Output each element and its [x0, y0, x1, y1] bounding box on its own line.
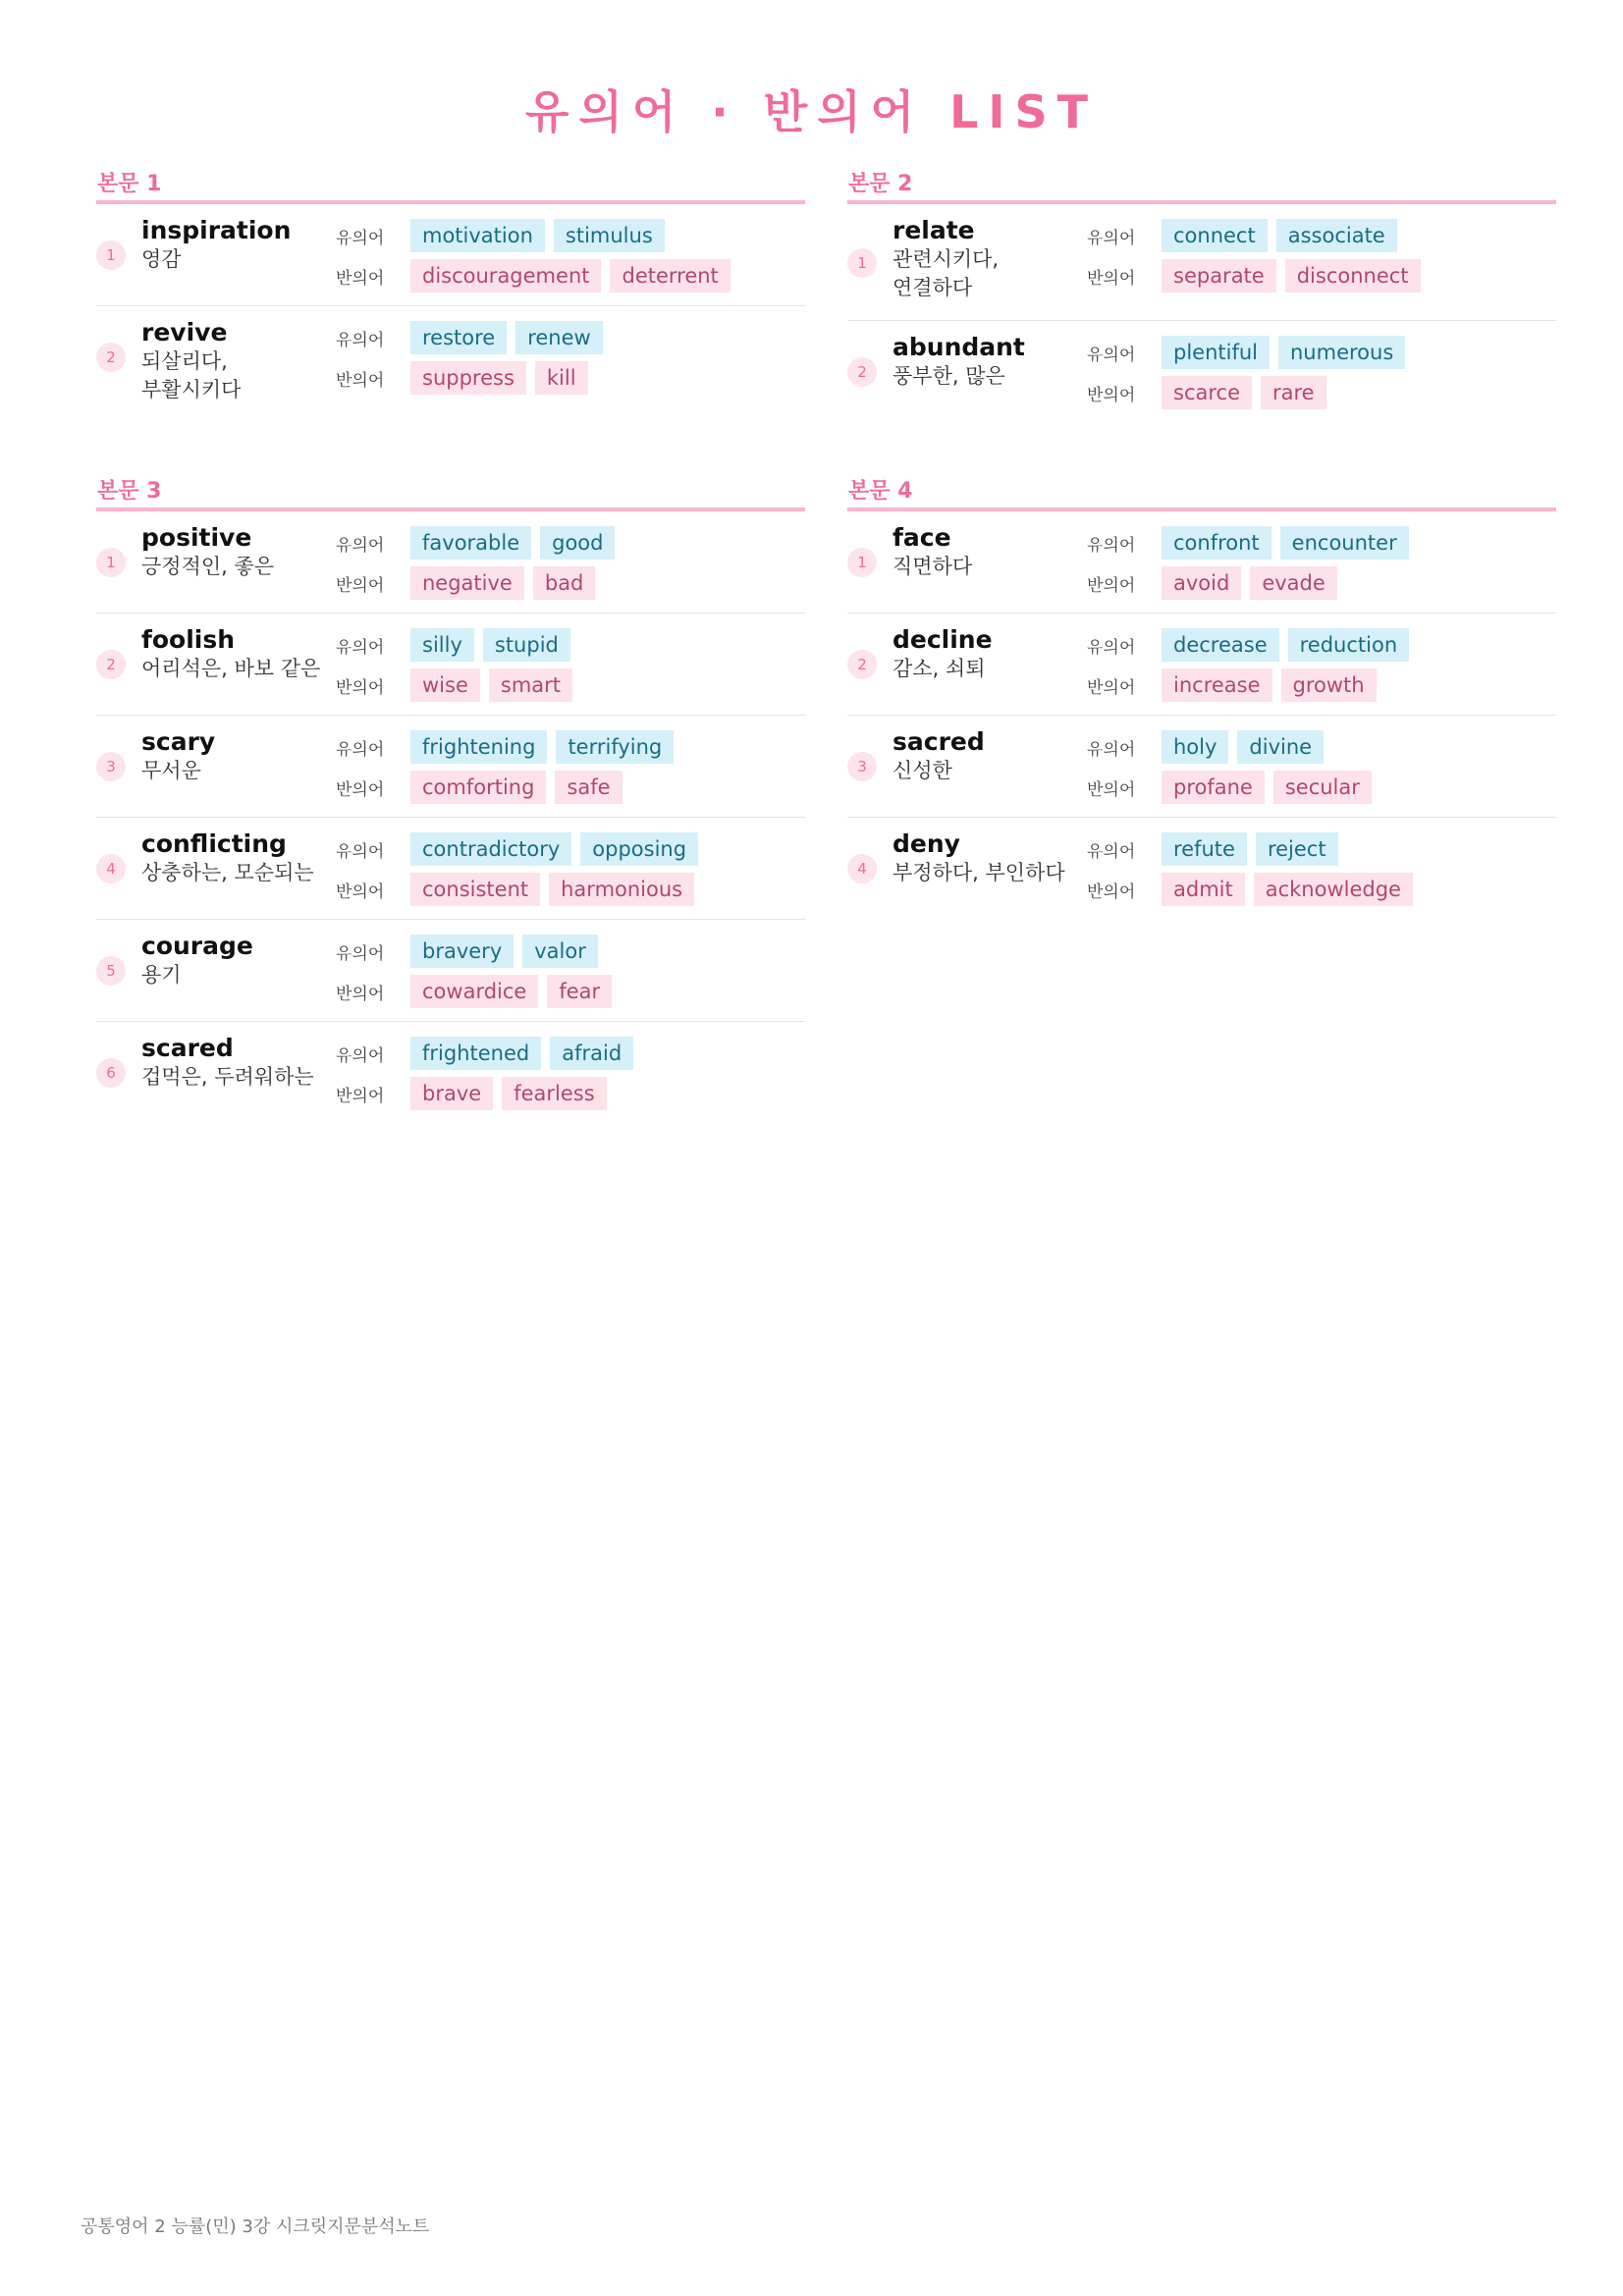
- antonym-tag: consistent: [410, 873, 540, 906]
- synonym-tag: bravery: [410, 934, 514, 968]
- synonym-row: [336, 320, 612, 355]
- antonym-label: 반의어: [336, 268, 385, 289]
- entry-number-badge: 3: [96, 752, 126, 781]
- section-heading: 본문 1: [96, 167, 805, 204]
- entry-number-badge: 2: [847, 357, 877, 387]
- antonym-row: [336, 565, 604, 601]
- antonym-tag: safe: [555, 771, 622, 804]
- antonym-row: [336, 360, 597, 396]
- antonym-row: [336, 258, 739, 294]
- antonym-tag: admit: [1162, 873, 1245, 906]
- vocab-entry: [96, 818, 805, 920]
- entry-number-badge: 3: [847, 752, 877, 781]
- synonym-tag: divine: [1237, 730, 1324, 764]
- antonym-label: 반의어: [336, 984, 385, 1004]
- entry-meaning: 직면하다: [893, 555, 973, 578]
- synonym-row: [336, 934, 607, 969]
- vocab-entry: [96, 204, 805, 306]
- antonym-tag: acknowledge: [1254, 873, 1413, 906]
- synonym-label: 유의어: [336, 1045, 385, 1066]
- antonym-label: 반의어: [1087, 385, 1136, 405]
- antonym-row: [336, 770, 631, 805]
- vocab-entry: [96, 1022, 805, 1124]
- antonym-tag: cowardice: [410, 975, 538, 1008]
- synonym-label: 유의어: [336, 943, 385, 964]
- entry-meaning: 부정하다, 부인하다: [893, 861, 1065, 884]
- entry-meaning: 풍부한, 많은: [893, 364, 1005, 388]
- entry-word: sacred: [893, 727, 985, 756]
- synonym-tag: frightening: [410, 730, 547, 764]
- antonym-tag: evade: [1250, 566, 1336, 600]
- entry-word: scary: [141, 727, 216, 756]
- synonym-label: 유의어: [336, 535, 385, 556]
- entry-word: positive: [141, 523, 252, 552]
- antonym-tag: scarce: [1162, 376, 1252, 409]
- entry-number-badge: 6: [96, 1058, 126, 1088]
- synonym-tag: restore: [410, 321, 507, 354]
- antonym-row: [336, 872, 703, 907]
- antonym-tag: wise: [410, 668, 480, 702]
- antonym-tag: separate: [1162, 259, 1276, 293]
- synonym-tag: opposing: [580, 832, 698, 866]
- antonym-tag: increase: [1162, 668, 1272, 702]
- entry-word: foolish: [141, 625, 236, 654]
- entry-meaning: 상충하는, 모순되는: [141, 861, 314, 884]
- entry-meaning: 무서운: [141, 759, 201, 782]
- antonym-row: [1087, 375, 1335, 410]
- synonym-row: [336, 729, 682, 765]
- antonym-tag: fear: [547, 975, 612, 1008]
- synonym-label: 유의어: [336, 739, 385, 760]
- synonym-tag: encounter: [1280, 526, 1409, 560]
- antonym-row: [1087, 258, 1430, 294]
- synonym-row: [1087, 831, 1347, 867]
- antonym-label: 반의어: [336, 779, 385, 800]
- antonym-tag: avoid: [1162, 566, 1241, 600]
- entry-meaning: 겁먹은, 두려워하는: [141, 1065, 314, 1089]
- synonym-row: [336, 218, 674, 253]
- synonym-label: 유의어: [336, 330, 385, 350]
- synonym-tag: frightened: [410, 1037, 541, 1070]
- antonym-tag: profane: [1162, 771, 1265, 804]
- antonym-label: 반의어: [1087, 779, 1136, 800]
- antonym-label: 반의어: [336, 575, 385, 596]
- synonym-row: [336, 525, 623, 561]
- synonym-label: 유의어: [336, 228, 385, 248]
- synonym-tag: favorable: [410, 526, 531, 560]
- antonym-tag: growth: [1281, 668, 1377, 702]
- entry-number-badge: 2: [96, 343, 126, 372]
- entry-number-badge: 2: [847, 650, 877, 679]
- entry-number-badge: 1: [96, 240, 126, 270]
- synonym-tag: renew: [515, 321, 603, 354]
- entry-word: inspiration: [141, 216, 292, 244]
- section: [96, 474, 805, 1124]
- section-heading: 본문 2: [847, 167, 1556, 204]
- entry-meaning: 신성한: [893, 759, 952, 782]
- synonym-row: [336, 1036, 642, 1071]
- synonym-tag: good: [540, 526, 615, 560]
- synonym-tag: silly: [410, 628, 474, 662]
- antonym-row: [1087, 872, 1422, 907]
- synonym-tag: afraid: [550, 1037, 633, 1070]
- antonym-tag: rare: [1261, 376, 1326, 409]
- vocab-entry: [847, 614, 1556, 716]
- section: [847, 474, 1556, 920]
- entry-number-badge: 1: [96, 548, 126, 577]
- entry-meaning: 되살리다, 부활시키다: [141, 349, 242, 401]
- entry-meaning: 영감: [141, 247, 182, 271]
- vocab-entry: [847, 511, 1556, 614]
- antonym-tag: brave: [410, 1077, 493, 1110]
- synonym-tag: contradictory: [410, 832, 571, 866]
- synonym-row: [336, 627, 579, 663]
- vocab-entry: [847, 204, 1556, 321]
- entry-word: face: [893, 523, 951, 552]
- synonym-label: 유의어: [1087, 739, 1136, 760]
- entry-word: abundant: [893, 333, 1025, 361]
- synonym-tag: reject: [1256, 832, 1338, 866]
- section-heading: 본문 4: [847, 474, 1556, 511]
- vocab-entry: [847, 818, 1556, 920]
- synonym-tag: holy: [1162, 730, 1228, 764]
- antonym-label: 반의어: [336, 1086, 385, 1106]
- synonym-tag: plentiful: [1162, 336, 1270, 369]
- synonym-tag: numerous: [1278, 336, 1405, 369]
- entry-number-badge: 1: [847, 548, 877, 577]
- antonym-tag: harmonious: [549, 873, 694, 906]
- vocab-entry: [96, 716, 805, 818]
- section-heading: 본문 3: [96, 474, 805, 511]
- page-title: 유의어 · 반의어 LIST: [524, 85, 1099, 138]
- entry-number-badge: 5: [96, 956, 126, 986]
- synonym-tag: reduction: [1288, 628, 1410, 662]
- synonym-tag: connect: [1162, 219, 1268, 252]
- synonym-label: 유의어: [1087, 535, 1136, 556]
- entry-number-badge: 4: [96, 854, 126, 883]
- synonym-tag: stupid: [483, 628, 570, 662]
- synonym-tag: stimulus: [554, 219, 665, 252]
- antonym-tag: suppress: [410, 361, 526, 395]
- antonym-label: 반의어: [336, 370, 385, 391]
- entry-number-badge: 1: [847, 248, 877, 278]
- vocab-entry: [847, 321, 1556, 423]
- antonym-row: [336, 667, 581, 703]
- antonym-row: [1087, 770, 1380, 805]
- entry-word: deny: [893, 829, 960, 858]
- entry-meaning: 용기: [141, 963, 182, 987]
- synonym-tag: decrease: [1162, 628, 1279, 662]
- antonym-tag: secular: [1273, 771, 1372, 804]
- synonym-tag: valor: [522, 934, 598, 968]
- antonym-label: 반의어: [1087, 881, 1136, 902]
- entry-meaning: 관련시키다, 연결하다: [893, 247, 1000, 299]
- antonym-label: 반의어: [336, 677, 385, 698]
- entry-word: decline: [893, 625, 993, 654]
- antonym-label: 반의어: [1087, 268, 1136, 289]
- antonym-tag: deterrent: [610, 259, 730, 293]
- entry-meaning: 어리석은, 바보 같은: [141, 657, 321, 680]
- antonym-tag: smart: [489, 668, 572, 702]
- synonym-tag: refute: [1162, 832, 1247, 866]
- antonym-tag: bad: [533, 566, 596, 600]
- antonym-label: 반의어: [336, 881, 385, 902]
- synonym-label: 유의어: [1087, 637, 1136, 658]
- entry-number-badge: 2: [96, 650, 126, 679]
- entry-word: conflicting: [141, 829, 287, 858]
- synonym-tag: motivation: [410, 219, 545, 252]
- vocab-entry: [847, 716, 1556, 818]
- entry-word: scared: [141, 1034, 234, 1062]
- synonym-tag: confront: [1162, 526, 1271, 560]
- synonym-label: 유의어: [336, 841, 385, 862]
- synonym-row: [1087, 729, 1332, 765]
- synonym-label: 유의어: [1087, 345, 1136, 365]
- synonym-row: [336, 831, 707, 867]
- synonym-row: [1087, 525, 1418, 561]
- synonym-tag: associate: [1276, 219, 1397, 252]
- entry-number-badge: 4: [847, 854, 877, 883]
- synonym-row: [1087, 627, 1418, 663]
- vocab-entry: [96, 920, 805, 1022]
- antonym-tag: fearless: [502, 1077, 606, 1110]
- vocab-entry: [96, 614, 805, 716]
- synonym-row: [1087, 218, 1406, 253]
- antonym-tag: disconnect: [1285, 259, 1421, 293]
- entry-word: revive: [141, 318, 228, 347]
- antonym-row: [1087, 667, 1385, 703]
- entry-meaning: 감소, 쇠퇴: [893, 657, 986, 680]
- entry-word: relate: [893, 216, 975, 244]
- synonym-label: 유의어: [1087, 228, 1136, 248]
- antonym-label: 반의어: [1087, 677, 1136, 698]
- synonym-label: 유의어: [1087, 841, 1136, 862]
- vocab-entry: [96, 306, 805, 408]
- entry-word: courage: [141, 932, 253, 960]
- section: [96, 167, 805, 408]
- section: [847, 167, 1556, 423]
- antonym-tag: comforting: [410, 771, 546, 804]
- synonym-label: 유의어: [336, 637, 385, 658]
- antonym-label: 반의어: [1087, 575, 1136, 596]
- antonym-row: [1087, 565, 1346, 601]
- footer-text: 공통영어 2 능률(민) 3강 시크릿지문분석노트: [81, 2216, 430, 2237]
- antonym-tag: discouragement: [410, 259, 601, 293]
- synonym-row: [1087, 335, 1414, 370]
- antonym-tag: negative: [410, 566, 524, 600]
- synonym-tag: terrifying: [556, 730, 674, 764]
- antonym-tag: kill: [535, 361, 588, 395]
- antonym-row: [336, 1076, 616, 1111]
- vocab-entry: [96, 511, 805, 614]
- antonym-row: [336, 974, 621, 1009]
- entry-meaning: 긍정적인, 좋은: [141, 555, 275, 578]
